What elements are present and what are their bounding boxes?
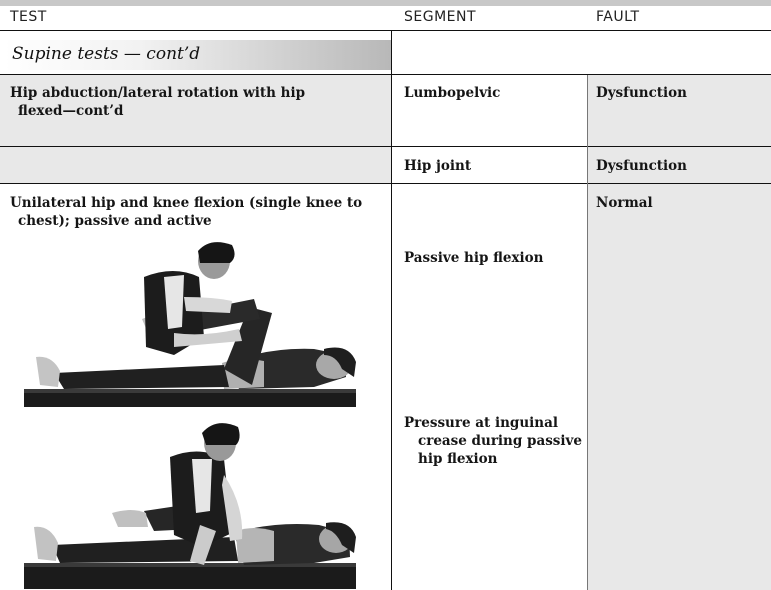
row2-fault: Dysfunction [596,158,687,174]
row3-segment-2: Pressure at inguinal crease during passive hip flexion [404,415,582,467]
photo-inguinal-crease-pressure [24,415,356,589]
header-fault: FAULT [596,9,640,25]
row3-test: Unilateral hip and knee flexion (single knee to chest); passive and active [10,195,363,229]
column-divider [391,30,392,590]
row3-segment-1: Passive hip flexion [404,250,544,266]
row3-fault: Normal [596,195,653,211]
column-divider [587,75,588,590]
header-test: TEST [10,9,47,25]
row1-test: Hip abduction/lateral rotation with hip flexed—cont’d [10,85,306,119]
section-title: Supine tests — cont’d [12,44,201,64]
row3-fault-cell [588,184,771,590]
row1-fault: Dysfunction [596,85,687,101]
row2-test-cell [0,147,392,183]
header-segment: SEGMENT [404,9,477,25]
photo-passive-hip-flexion [24,237,356,411]
top-rule [0,0,771,6]
row2-segment: Hip joint [404,158,472,174]
header-divider [0,30,771,31]
row1-segment: Lumbopelvic [404,85,501,101]
